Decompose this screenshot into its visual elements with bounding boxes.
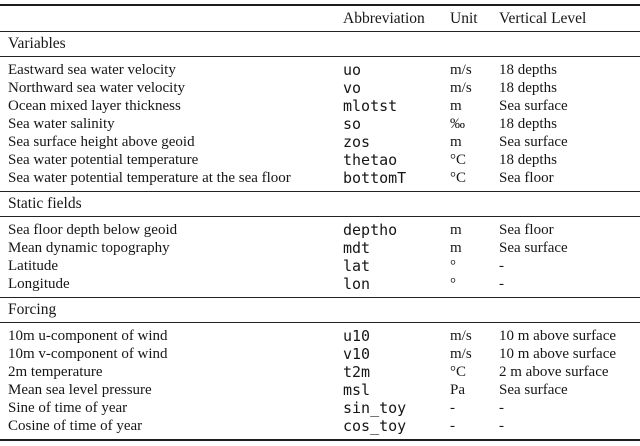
level-cell: Sea floor: [499, 170, 554, 186]
level-cell: 18 depths: [499, 116, 557, 132]
column-header-blank: [0, 5, 335, 32]
table-row: [0, 275, 640, 298]
variable-name-cell: Northward sea water velocity: [8, 80, 186, 96]
unit-cell: m/s: [450, 80, 472, 96]
abbreviation-cell: cos_toy: [343, 417, 407, 435]
variable-name-cell: Sea water potential temperature at the sea floor: [8, 170, 291, 186]
abbreviation-cell: bottomT: [343, 169, 407, 187]
section-header-variables: [0, 32, 640, 57]
abbreviation-cell: t2m: [343, 363, 371, 381]
variable-name-cell: Longitude: [8, 276, 70, 292]
table-row: [0, 133, 640, 151]
variable-name-cell: Cosine of time of year: [8, 418, 143, 434]
abbreviation-cell: v10: [343, 345, 371, 363]
variable-name-cell: 2m temperature: [8, 364, 103, 380]
table-row: [0, 79, 640, 97]
level-cell: Sea surface: [499, 240, 568, 256]
variable-name-cell: Sea surface height above geoid: [8, 134, 195, 150]
unit-cell: m: [450, 240, 462, 256]
level-cell: -: [499, 258, 504, 274]
unit-cell: m/s: [450, 328, 472, 344]
abbreviation-cell: thetao: [343, 151, 398, 169]
level-cell: Sea surface: [499, 98, 568, 114]
section-title: Forcing: [0, 298, 640, 323]
level-cell: Sea surface: [499, 382, 568, 398]
unit-cell: °C: [450, 364, 467, 380]
section-header-static-fields: [0, 192, 640, 217]
level-cell: 2 m above surface: [499, 364, 609, 380]
unit-cell: Pa: [450, 382, 465, 398]
table-row: [0, 399, 640, 417]
unit-cell: -: [450, 400, 455, 416]
variable-name-cell: Sea water salinity: [8, 116, 115, 132]
level-cell: Sea floor: [499, 222, 554, 238]
section-forcing: [0, 298, 640, 441]
unit-cell: m: [450, 134, 462, 150]
variable-name-cell: 10m u-component of wind: [8, 328, 168, 344]
abbreviation-cell: vo: [343, 79, 362, 97]
unit-cell: m: [450, 222, 462, 238]
abbreviation-cell: msl: [343, 381, 371, 399]
table-row: [0, 169, 640, 192]
level-cell: 18 depths: [499, 152, 557, 168]
table-row: [0, 115, 640, 133]
variable-name-cell: Sea water potential temperature: [8, 152, 199, 168]
unit-cell: -: [450, 418, 455, 434]
variable-name-cell: Ocean mixed layer thickness: [8, 98, 181, 114]
level-cell: 10 m above surface: [499, 346, 617, 362]
variable-name-cell: Mean sea level pressure: [8, 382, 152, 398]
table-row: [0, 345, 640, 363]
unit-cell: m/s: [450, 346, 472, 362]
abbreviation-cell: zos: [343, 133, 371, 151]
level-cell: 18 depths: [499, 62, 557, 78]
section-variables: [0, 32, 640, 192]
variable-name-cell: 10m v-component of wind: [8, 346, 168, 362]
unit-cell: °: [450, 276, 456, 292]
unit-cell: ‰: [450, 116, 465, 132]
table-row: [0, 381, 640, 399]
unit-cell: °C: [450, 152, 467, 168]
abbreviation-cell: so: [343, 115, 362, 133]
level-cell: 10 m above surface: [499, 328, 617, 344]
unit-cell: °C: [450, 170, 467, 186]
level-cell: -: [499, 276, 504, 292]
abbreviation-cell: sin_toy: [343, 399, 407, 417]
table-row: [0, 151, 640, 169]
column-header-abbreviation: Abbreviation: [335, 5, 442, 32]
table-row: [0, 417, 640, 440]
level-cell: -: [499, 418, 504, 434]
table-row: [0, 217, 640, 240]
abbreviation-cell: lon: [343, 275, 371, 293]
table-row: [0, 97, 640, 115]
level-cell: Sea surface: [499, 134, 568, 150]
table-row: [0, 323, 640, 346]
abbreviation-cell: u10: [343, 327, 371, 345]
abbreviation-cell: uo: [343, 61, 362, 79]
section-title: Static fields: [0, 192, 640, 217]
unit-cell: °: [450, 258, 456, 274]
unit-cell: m: [450, 98, 462, 114]
variable-name-cell: Sine of time of year: [8, 400, 128, 416]
variable-name-cell: Eastward sea water velocity: [8, 62, 176, 78]
variable-name-cell: Mean dynamic topography: [8, 240, 170, 256]
abbreviation-cell: deptho: [343, 221, 398, 239]
dataset-variables-table: [0, 4, 640, 441]
table-row: [0, 363, 640, 381]
level-cell: -: [499, 400, 504, 416]
abbreviation-cell: mdt: [343, 239, 371, 257]
column-header-vertical-level: Vertical Level: [491, 5, 640, 32]
table-row: [0, 57, 640, 80]
section-static-fields: [0, 192, 640, 298]
table-row: [0, 257, 640, 275]
abbreviation-cell: mlotst: [343, 97, 398, 115]
variable-name-cell: Latitude: [8, 258, 58, 274]
table-row: [0, 239, 640, 257]
level-cell: 18 depths: [499, 80, 557, 96]
section-title: Variables: [0, 32, 640, 57]
column-header-unit: Unit: [442, 5, 491, 32]
unit-cell: m/s: [450, 62, 472, 78]
abbreviation-cell: lat: [343, 257, 371, 275]
header-row: [0, 5, 640, 32]
section-header-forcing: [0, 298, 640, 323]
variable-name-cell: Sea floor depth below geoid: [8, 222, 178, 238]
